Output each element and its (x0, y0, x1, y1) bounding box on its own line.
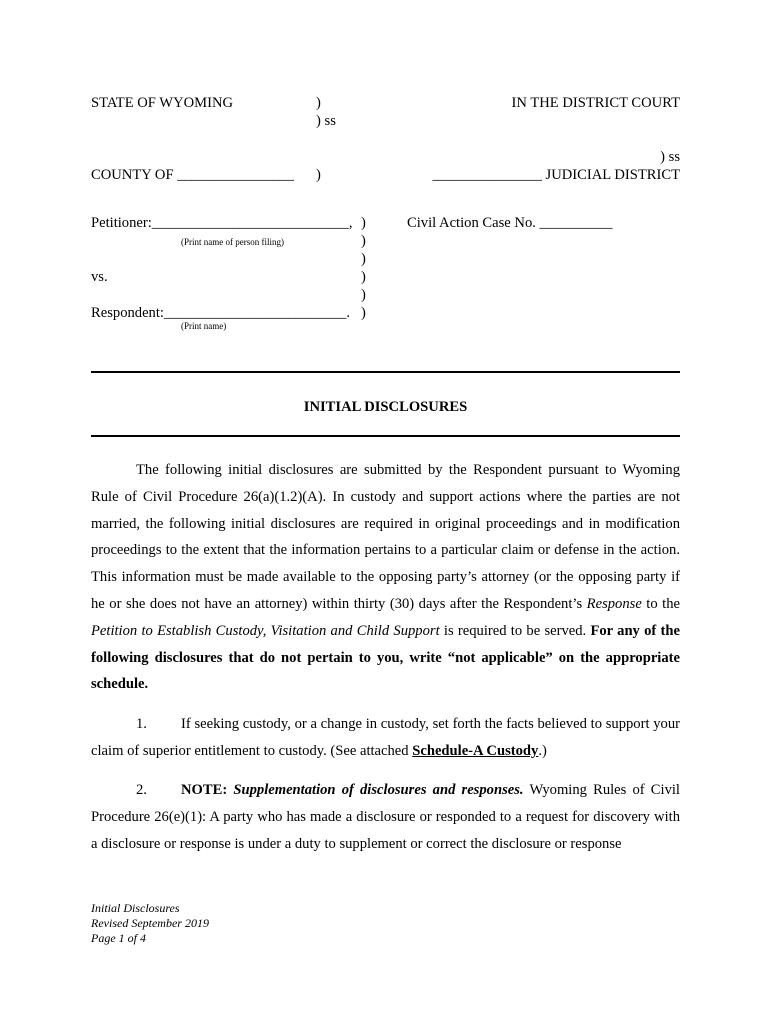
intro-instruction: For any of the following disclosures that do not pertain to you, write “not applicable” on the appropriate schedule. (91, 622, 680, 693)
caption-paren: ) (361, 251, 366, 267)
judicial-district-label: _______________ JUDICIAL DISTRICT (432, 167, 680, 183)
caption-paren: ) (316, 95, 321, 111)
document-title: INITIAL DISCLOSURES (303, 399, 468, 415)
caption-paren: ) (316, 167, 321, 183)
item-text: If seeking custody, or a change in custody, set forth the facts believed to support your claim of superior entitlement to custody. (See attached (91, 716, 680, 759)
footer-doc-name: Initial Disclosures (91, 901, 180, 915)
page-footer (91, 901, 209, 946)
petitioner-hint: (Print name of person filing) (181, 237, 284, 247)
title-top-rule (91, 371, 680, 373)
intro-paragraph (91, 457, 680, 698)
caption-paren: ) (361, 269, 366, 285)
court-label: IN THE DISTRICT COURT (511, 95, 680, 111)
case-number-label: Civil Action Case No. __________ (407, 215, 613, 231)
caption-ss-right: ) ss (660, 149, 680, 165)
intro-text-required: is required to be served. (439, 622, 591, 639)
item-text-end: .) (538, 742, 547, 759)
vs-label: vs. (91, 269, 108, 285)
caption-paren: ) (361, 233, 366, 249)
item-number: 2. (136, 782, 147, 798)
petition-italic: Petition to Establish Custody, Visitation and Child Support (91, 622, 440, 639)
disclosure-item-1 (91, 711, 680, 765)
footer-page-number: Page 1 of 4 (91, 931, 146, 945)
item-text: Wyoming Rules of Civil Procedure 26(e)(1): A party who has made a disclosure or responded to a request for discovery with a disclosure or response is under a duty to supplement or correct the disclosure or response (91, 782, 680, 852)
response-italic: Response (586, 595, 642, 612)
intro-text: The following initial disclosures are submitted by the Respondent pursuant to Wyoming Rule of Civil Procedure 26(a)(1.2)(A). In custody and support actions where the parties are not married, the following initial disclosures are required in original proceedings and in modification proceedings to the extent that the information pertains to a particular claim or defense in the action. This information must be made available to the opposing party’s attorney (or the opposing party if he or she does not have an attorney) within thirty (30) days after the Respondent’s (91, 462, 680, 612)
caption-paren: ) (361, 305, 366, 321)
county-label: COUNTY OF ________________ (91, 167, 294, 183)
respondent-hint: (Print name) (181, 321, 227, 331)
title-bottom-rule (91, 435, 680, 437)
schedule-a-custody-link[interactable]: Schedule-A Custody (412, 742, 539, 759)
note-heading: Supplementation of disclosures and responses. (233, 782, 524, 798)
caption-ss: ) ss (316, 113, 336, 129)
petitioner-label: Petitioner:___________________________, (91, 215, 353, 231)
intro-text-to: to the (641, 595, 681, 612)
footer-revision: Revised September 2019 (91, 916, 209, 930)
disclosure-item-2 (91, 777, 680, 857)
item-number: 1. (136, 716, 147, 732)
respondent-label: Respondent:_________________________. (91, 305, 351, 321)
state-label: STATE OF WYOMING (91, 95, 234, 111)
caption-paren: ) (361, 287, 366, 303)
note-label: NOTE: (181, 782, 228, 798)
caption-paren: ) (361, 215, 366, 231)
